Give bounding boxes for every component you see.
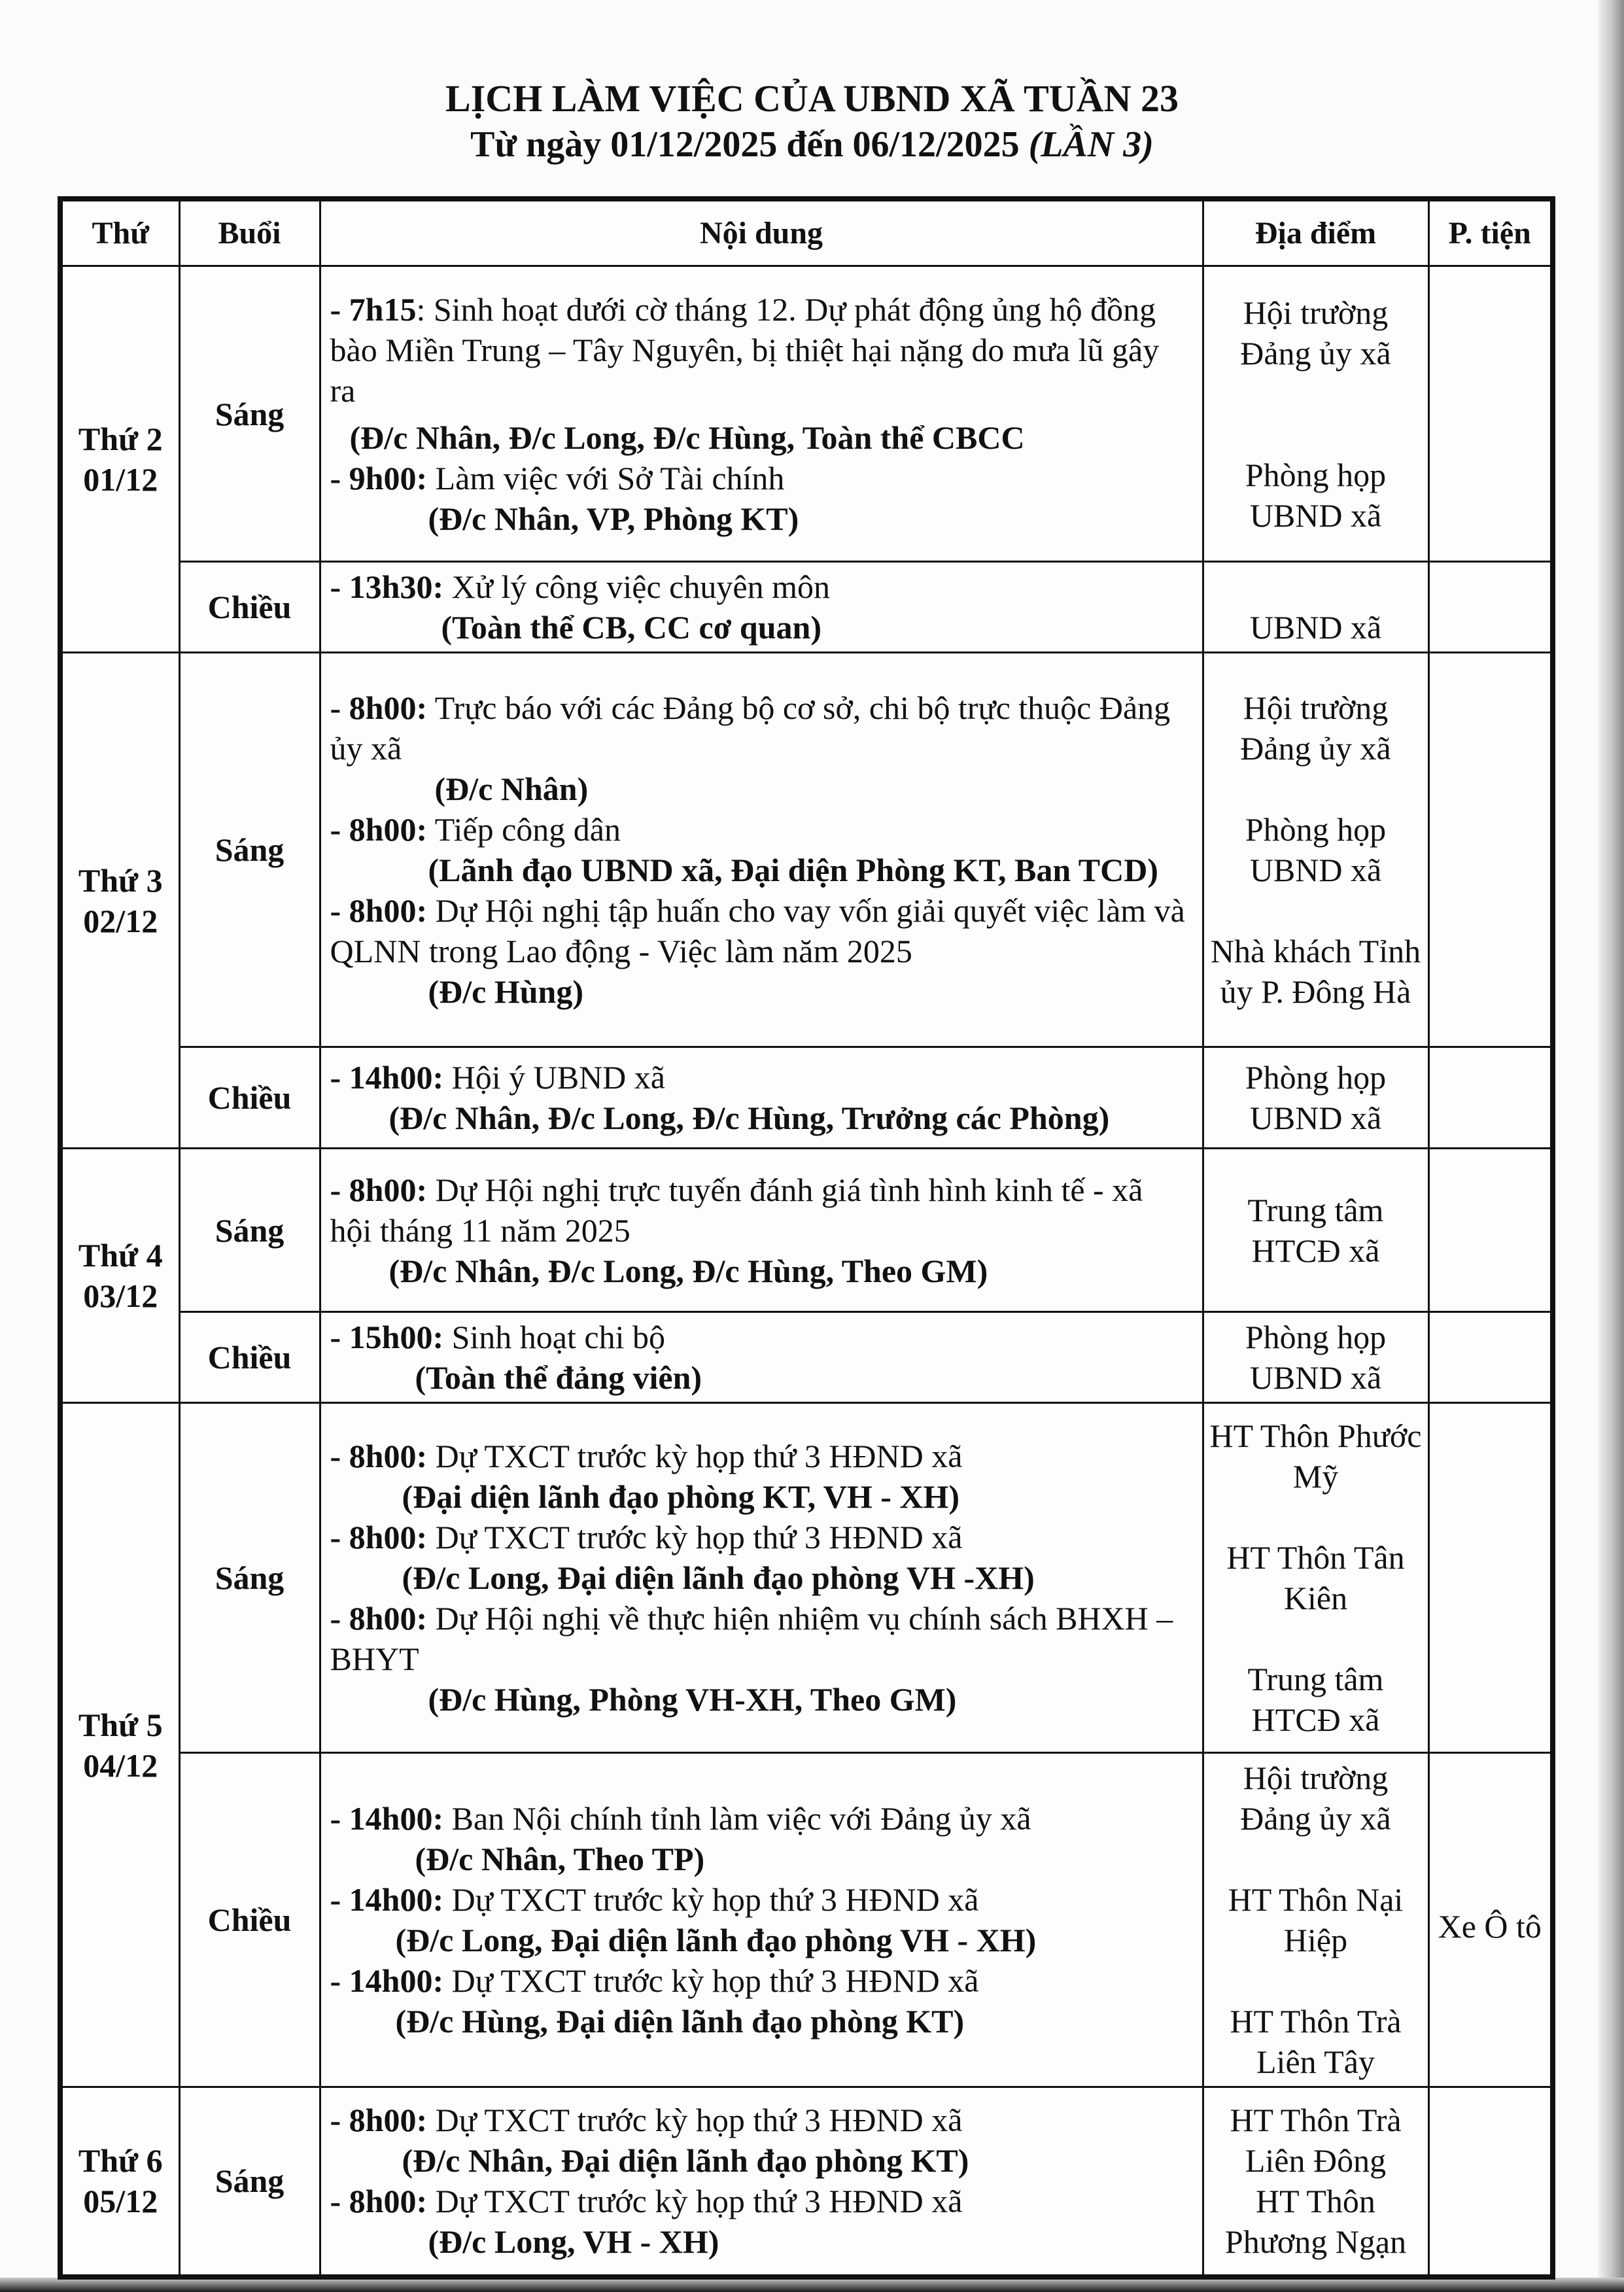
content-cell xyxy=(320,1149,1203,1312)
schedule-item xyxy=(330,1517,1193,1598)
item-desc: Hội ý UBND xã xyxy=(443,1059,665,1096)
item-people: (Đ/c Nhân, Đại diện lãnh đạo phòng KT) xyxy=(402,2142,969,2179)
scan-edge-shadow-right xyxy=(1598,0,1624,2292)
day-cell xyxy=(60,1403,179,2087)
location-cell xyxy=(1203,2087,1428,2277)
item-time: - 8h00: xyxy=(330,2102,428,2139)
session-cell: Chiều xyxy=(179,1047,320,1149)
day-cell xyxy=(60,2087,179,2277)
vehicle-cell xyxy=(1428,1403,1553,1753)
item-people: (Đ/c Nhân) xyxy=(434,771,589,807)
location-cell xyxy=(1203,266,1428,562)
day-name: Thứ 6 xyxy=(78,2142,163,2179)
location-entry: HT Thôn Trà Liên Tây xyxy=(1230,2003,1402,2080)
schedule-item xyxy=(330,1960,1193,2041)
vehicle-cell xyxy=(1428,1149,1553,1312)
table-row xyxy=(60,1753,1553,2087)
schedule-item xyxy=(330,1879,1193,1960)
content-cell xyxy=(320,1753,1203,2087)
spacer xyxy=(1207,769,1425,809)
header-vehicle: P. tiện xyxy=(1428,199,1553,266)
schedule-item xyxy=(330,566,1193,648)
item-time: - 8h00: xyxy=(330,1438,428,1474)
scan-edge-shadow-bottom xyxy=(0,2278,1624,2292)
table-row xyxy=(60,1047,1553,1149)
schedule-item xyxy=(330,1436,1193,1517)
item-people: (Đ/c Nhân, Đ/c Long, Đ/c Hùng, Trưởng các Phòng) xyxy=(389,1100,1110,1136)
session-cell: Sáng xyxy=(179,1149,320,1312)
session-cell: Sáng xyxy=(179,2087,320,2277)
item-time: - 8h00: xyxy=(330,811,428,848)
content-cell xyxy=(320,1047,1203,1149)
day-date: 05/12 xyxy=(83,2183,158,2220)
item-desc: Dự TXCT trước kỳ họp thứ 3 HĐND xã xyxy=(443,1962,979,1999)
schedule-item xyxy=(330,1317,1193,1398)
table-row xyxy=(60,2087,1553,2277)
location-entry: Nhà khách Tỉnh ủy P. Đông Hà xyxy=(1210,933,1421,1010)
schedule-item xyxy=(330,1798,1193,1879)
day-name: Thứ 5 xyxy=(78,1706,163,1743)
item-desc: Dự Hội nghị tập huấn cho vay vốn giải quyết việc làm và QLNN trong Lao động - Việc làm năm 2025 xyxy=(330,892,1185,969)
document-subtitle xyxy=(0,123,1624,166)
location-entry: Hội trường Đảng ủy xã xyxy=(1240,689,1391,767)
table-row xyxy=(60,266,1553,562)
item-desc: Dự TXCT trước kỳ họp thứ 3 HĐND xã xyxy=(427,1519,963,1555)
location-entry: Trung tâm HTCĐ xã xyxy=(1247,1191,1384,1269)
date-range: Từ ngày 01/12/2025 đến 06/12/2025 xyxy=(470,124,1020,165)
spacer xyxy=(1207,1497,1425,1537)
item-people: (Đ/c Nhân, VP, Phòng KT) xyxy=(428,500,799,537)
session-cell: Chiều xyxy=(179,562,320,653)
session-cell: Chiều xyxy=(179,1312,320,1403)
vehicle-cell xyxy=(1428,1312,1553,1403)
item-time: - 8h00: xyxy=(330,2183,428,2220)
location-entry: Phòng họp UBND xã xyxy=(1245,1319,1387,1396)
item-people: (Đ/c Hùng) xyxy=(428,973,583,1010)
vehicle-cell xyxy=(1428,266,1553,562)
item-desc: Trực báo với các Đảng bộ cơ sở, chi bộ trực thuộc Đảng ủy xã xyxy=(330,689,1171,767)
day-date: 01/12 xyxy=(83,461,158,498)
revision-label: (LẦN 3) xyxy=(1028,124,1154,165)
item-desc: Dự TXCT trước kỳ họp thứ 3 HĐND xã xyxy=(443,1881,979,1918)
day-cell xyxy=(60,1149,179,1403)
item-people: (Lãnh đạo UBND xã, Đại diện Phòng KT, Ban TCD) xyxy=(428,852,1158,888)
day-date: 02/12 xyxy=(83,902,158,939)
item-people: (Toàn thể CB, CC cơ quan) xyxy=(441,609,821,646)
item-desc: Dự TXCT trước kỳ họp thứ 3 HĐND xã xyxy=(427,2183,963,2220)
item-time: - 14h00: xyxy=(330,1962,444,1999)
vehicle-cell xyxy=(1428,653,1553,1047)
location-cell xyxy=(1203,1312,1428,1403)
item-people: (Toàn thể đảng viên) xyxy=(415,1359,702,1396)
day-date: 04/12 xyxy=(83,1746,158,1784)
content-cell xyxy=(320,266,1203,562)
item-desc: Xử lý công việc chuyên môn xyxy=(443,568,830,605)
spacer xyxy=(1207,1618,1425,1659)
vehicle-cell: Xe Ô tô xyxy=(1428,1753,1553,2087)
schedule-item xyxy=(330,809,1193,890)
location-cell xyxy=(1203,1149,1428,1312)
item-people: (Đ/c Long, VH - XH) xyxy=(428,2223,719,2261)
item-time: - 14h00: xyxy=(330,1800,444,1837)
item-desc: Làm việc với Sở Tài chính xyxy=(427,459,785,496)
schedule-item xyxy=(330,458,1193,539)
item-people: (Đại diện lãnh đạo phòng KT, VH - XH) xyxy=(402,1478,960,1515)
location-cell xyxy=(1203,1047,1428,1149)
vehicle-cell xyxy=(1428,562,1553,653)
item-time: - 8h00: xyxy=(330,1600,428,1637)
spacer xyxy=(1207,890,1425,931)
vehicle-cell xyxy=(1428,1047,1553,1149)
spacer xyxy=(1207,1960,1425,2001)
schedule-item xyxy=(330,2100,1193,2181)
location-entry: HT Thôn Phước Mỹ xyxy=(1209,1417,1422,1495)
location-entry: HT Thôn Tân Kiên xyxy=(1226,1539,1405,1616)
item-time: - 14h00: xyxy=(330,1059,444,1096)
schedule-table xyxy=(58,196,1555,2280)
session-cell: Sáng xyxy=(179,1403,320,1753)
location-entry: Hội trường Đảng ủy xã xyxy=(1240,1760,1391,1837)
item-time: - 7h15 xyxy=(330,290,417,328)
location-entry: Phòng họp UBND xã xyxy=(1245,1059,1387,1136)
item-desc: Sinh hoạt chi bộ xyxy=(443,1319,665,1355)
item-people: (Đ/c Nhân, Đ/c Long, Đ/c Hùng, Theo GM) xyxy=(389,1252,988,1289)
session-cell: Sáng xyxy=(179,266,320,562)
table-row xyxy=(60,1149,1553,1312)
location-cell xyxy=(1203,653,1428,1047)
item-time: - 8h00: xyxy=(330,1519,428,1555)
item-time: - 13h30: xyxy=(330,568,444,605)
schedule-item xyxy=(330,1598,1193,1720)
content-cell xyxy=(320,653,1203,1047)
schedule-item xyxy=(330,289,1193,458)
day-cell xyxy=(60,653,179,1149)
location-cell xyxy=(1203,562,1428,653)
item-people: (Đ/c Nhân, Theo TP) xyxy=(415,1841,705,1877)
item-time: - 8h00: xyxy=(330,689,428,726)
location-entry: UBND xã xyxy=(1249,609,1382,646)
header-content: Nội dung xyxy=(320,199,1203,266)
day-name: Thứ 3 xyxy=(78,861,163,899)
item-time: - 14h00: xyxy=(330,1881,444,1918)
item-time: - 8h00: xyxy=(330,1171,428,1208)
item-desc: : Sinh hoạt dưới cờ tháng 12. Dự phát động ủng hộ đồng bào Miền Trung – Tây Nguyên, bị thiệt hại nặng do mưa lũ gây ra xyxy=(330,290,1160,409)
item-desc: Ban Nội chính tỉnh làm việc với Đảng ủy xã xyxy=(443,1800,1031,1837)
vehicle-cell xyxy=(1428,2087,1553,2277)
location-entry: HT Thôn Nại Hiệp xyxy=(1228,1881,1404,1958)
location-entry: Trung tâm HTCĐ xã xyxy=(1247,1661,1384,1738)
location-entry: HT Thôn Phương Ngạn xyxy=(1224,2183,1407,2261)
item-desc: Dự Hội nghị trực tuyến đánh giá tình hình kinh tế - xã hội tháng 11 năm 2025 xyxy=(330,1171,1143,1249)
item-time: - 15h00: xyxy=(330,1319,444,1355)
session-cell: Sáng xyxy=(179,653,320,1047)
table-row xyxy=(60,653,1553,1047)
schedule-item xyxy=(330,2181,1193,2262)
content-cell xyxy=(320,1403,1203,1753)
location-entry: Phòng họp UBND xã xyxy=(1245,456,1387,534)
item-people: (Đ/c Long, Đại diện lãnh đạo phòng VH -XH) xyxy=(402,1559,1035,1596)
schedule-item xyxy=(330,1057,1193,1138)
document-title: LỊCH LÀM VIỆC CỦA UBND XÃ TUẦN 23 xyxy=(445,77,1179,120)
content-cell xyxy=(320,562,1203,653)
table-row xyxy=(60,562,1553,653)
location-cell xyxy=(1203,1753,1428,2087)
schedule-item xyxy=(330,890,1193,1012)
table-header-row xyxy=(60,199,1553,266)
content-cell xyxy=(320,2087,1203,2277)
location-cell xyxy=(1203,1403,1428,1753)
item-people: (Đ/c Hùng, Đại diện lãnh đạo phòng KT) xyxy=(395,2003,965,2040)
day-cell xyxy=(60,266,179,653)
location-entry: Phòng họp UBND xã xyxy=(1245,811,1387,888)
item-time: - 9h00: xyxy=(330,459,428,496)
spacer xyxy=(1207,1839,1425,1879)
table-row xyxy=(60,1312,1553,1403)
header-session: Buổi xyxy=(179,199,320,266)
item-time: - 8h00: xyxy=(330,892,428,929)
content-cell xyxy=(320,1312,1203,1403)
item-people: (Đ/c Long, Đại diện lãnh đạo phòng VH - XH) xyxy=(395,1922,1037,1958)
header-day: Thứ xyxy=(60,199,179,266)
header-location: Địa điểm xyxy=(1203,199,1428,266)
location-entry: Hội trường Đảng ủy xã xyxy=(1240,294,1391,372)
day-date: 03/12 xyxy=(83,1277,158,1314)
item-desc: Dự TXCT trước kỳ họp thứ 3 HĐND xã xyxy=(427,1438,963,1474)
session-cell: Chiều xyxy=(179,1753,320,2087)
item-people: (Đ/c Nhân, Đ/c Long, Đ/c Hùng, Toàn thể CBCC xyxy=(349,419,1025,456)
schedule-item xyxy=(330,687,1193,809)
location-entry: HT Thôn Trà Liên Đông xyxy=(1230,2102,1402,2179)
day-name: Thứ 2 xyxy=(78,421,163,457)
table-row xyxy=(60,1403,1553,1753)
day-name: Thứ 4 xyxy=(78,1237,163,1274)
spacer xyxy=(1207,373,1425,455)
item-desc: Dự TXCT trước kỳ họp thứ 3 HĐND xã xyxy=(427,2102,963,2139)
item-desc: Dự Hội nghị về thực hiện nhiệm vụ chính sách BHXH – BHYT xyxy=(330,1600,1173,1677)
item-desc: Tiếp công dân xyxy=(427,811,621,848)
schedule-item xyxy=(330,1170,1193,1291)
item-people: (Đ/c Hùng, Phòng VH-XH, Theo GM) xyxy=(428,1681,957,1718)
